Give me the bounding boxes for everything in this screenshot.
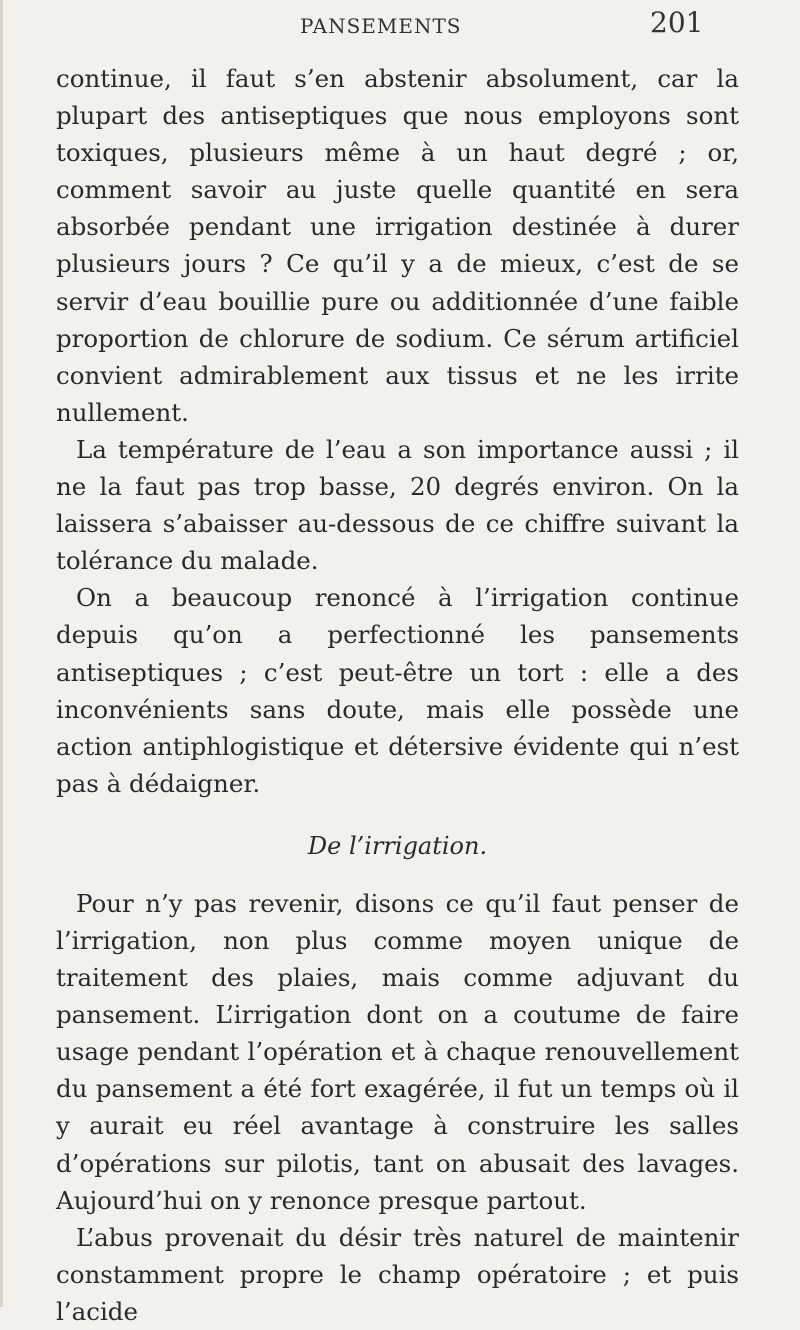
page-edge-shadow (0, 0, 3, 1307)
page-number: 201 (650, 6, 704, 39)
running-header (0, 6, 800, 46)
body-text (56, 60, 739, 1330)
paragraph-irrigation: Pour n’y pas revenir, disons ce qu’il faut penser de l’irrigation, non plus comme moyen unique de traitement des plaies, mais comme adjuvant du pansement. L’irrigation dont on a coutume de faire usage pendant l’opération et à chaque renouvellement du pansement a été fort exagérée, il fut un temps où il y aurait eu réel avantage à construire les salles d’opérations sur pilotis, tant on abusait des lavages. Aujourd’hui on y renonce presque partout. (56, 888, 739, 1215)
paragraph-temperature: La température de l’eau a son importance aussi ; il ne la faut pas trop basse, 20 degrés environ. On la laissera s’abaisser au-dessous de ce chiffre suivant la tolérance du malade. (56, 434, 739, 576)
paragraph-continuous-irrigation: On a beaucoup renoncé à l’irrigation continue depuis qu’on a perfectionné les pansements antiseptiques ; c’est peut-être un tort : elle a des inconvénients sans doute, mais elle possède une action antiphlogistique et détersive évidente qui n’est pas à dédaigner. (56, 583, 739, 798)
section-heading: De l’irrigation. (307, 831, 488, 860)
paragraph-abuse: L’abus provenait du désir très naturel de maintenir constamment propre le champ opératoire ; et puis l’acide (56, 1222, 739, 1326)
running-title: PANSEMENTS (300, 14, 462, 38)
paragraph-continuation: continue, il faut s’en abstenir absolument, car la plupart des antiseptiques que nous employons sont toxiques, plusieurs même à un haut degré ; or, comment savoir au juste quelle quantité en sera absorbée pendant une irrigation destinée à durer plusieurs jours ? Ce qu’il y a de mieux, c’est de se servir d’eau bouillie pure ou additionnée d’une faible proportion de chlorure de sodium. Ce sérum artificiel convient admirablement aux tissus et ne les irrite nullement. (56, 64, 739, 427)
